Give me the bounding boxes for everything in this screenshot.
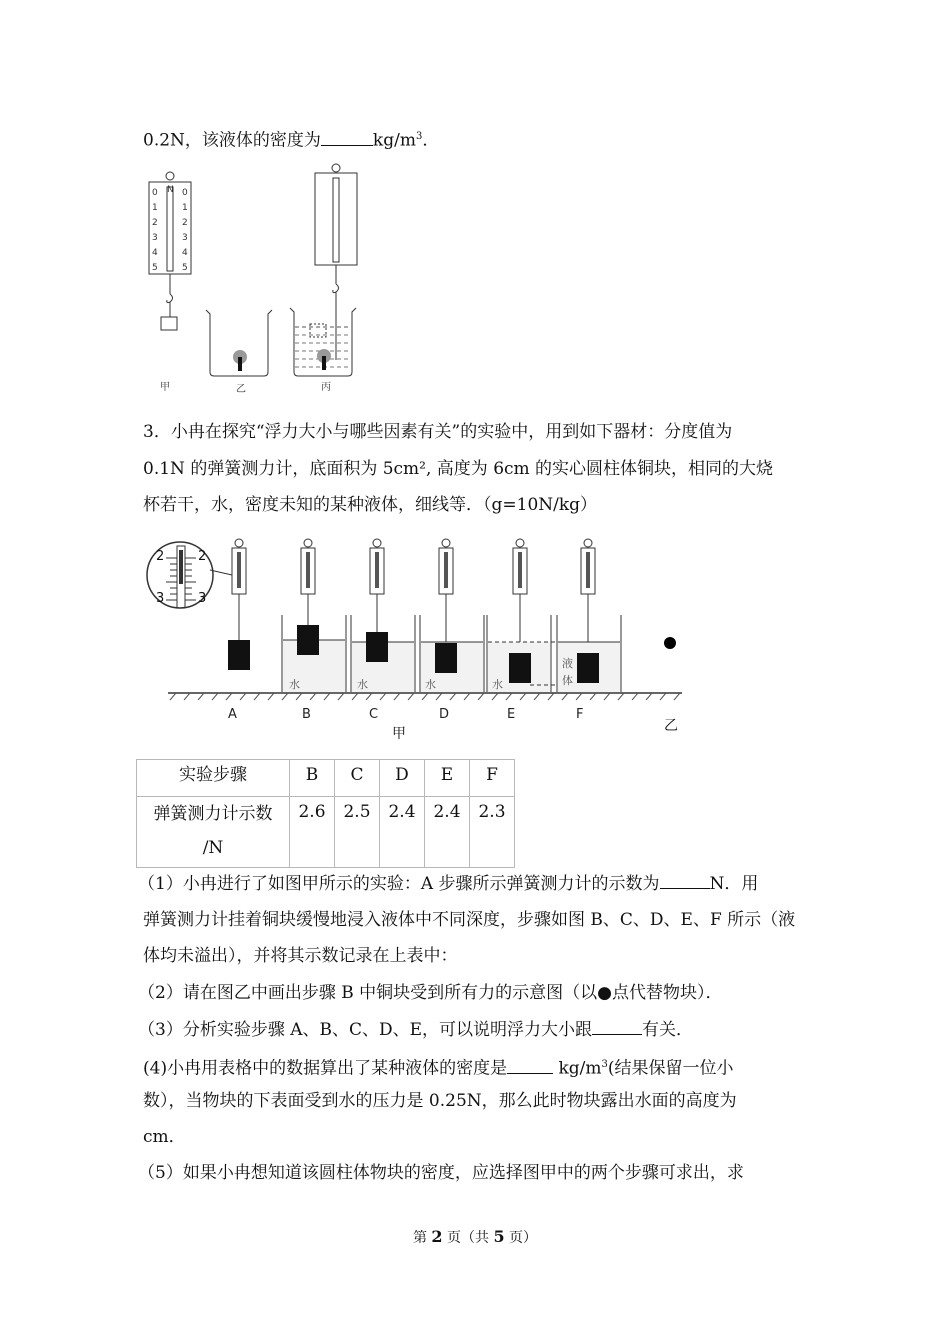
force-point-dot bbox=[664, 637, 676, 649]
question-text: 有关． bbox=[642, 1020, 694, 1040]
table-row-label bbox=[137, 797, 290, 868]
question-text: (4)小冉用表格中的数据算出了某种液体的密度是 bbox=[143, 1058, 508, 1079]
question-1-line-3: 体均未溢出），并将其示数记录在上表中： bbox=[143, 946, 458, 966]
page-total: 5 bbox=[493, 1227, 505, 1246]
footer-text: 第 bbox=[412, 1230, 432, 1246]
step-label: B bbox=[302, 707, 311, 722]
scale-num: 2 bbox=[152, 218, 158, 228]
zoom-scale-detail bbox=[147, 542, 232, 608]
table-cell: 2.4 bbox=[425, 797, 470, 868]
scale-num: 1 bbox=[182, 203, 188, 213]
figure-buoyancy-steps bbox=[140, 530, 700, 748]
scale-num: 0 bbox=[152, 188, 158, 198]
q3-line-2: 0.1N 的弹簧测力计，底面积为 5cm², 高度为 6cm 的实心圆柱体铜块，相同的大烧 bbox=[143, 459, 774, 479]
liquid-label: 水 bbox=[425, 678, 436, 691]
step-a bbox=[228, 539, 250, 670]
step-label: D bbox=[439, 707, 450, 722]
fig1-label-bing: 丙 bbox=[321, 382, 331, 393]
q2-text: 0.2N，该液体的密度为 bbox=[143, 130, 321, 151]
answer-blank bbox=[507, 1055, 553, 1074]
table-row bbox=[137, 797, 515, 868]
data-table bbox=[136, 759, 515, 868]
liquid-label: 体 bbox=[562, 674, 573, 687]
liquid-label: 水 bbox=[357, 678, 368, 691]
question-4-line-3: cm． bbox=[143, 1127, 186, 1147]
answer-blank bbox=[592, 1016, 642, 1035]
unit-text: kg/m bbox=[558, 1058, 602, 1079]
scale-num: 3 bbox=[182, 233, 188, 243]
table-header-cell: B bbox=[290, 760, 335, 797]
question-3 bbox=[138, 1016, 693, 1043]
q3-line-3: 杯若干，水，密度未知的某种液体，细线等．（g=10N/kg） bbox=[143, 495, 598, 515]
fig1-label-yi: 乙 bbox=[236, 384, 246, 395]
zoom-num: 2 bbox=[156, 549, 165, 564]
question-5: （5）如果小冉想知道该圆柱体物块的密度，应选择图甲中的两个步骤可求出，求 bbox=[138, 1163, 744, 1183]
liquid-label: 水 bbox=[492, 678, 503, 691]
scale-num: 3 bbox=[152, 233, 158, 243]
row-label-line-1: 弹簧测力计示数 bbox=[153, 804, 273, 824]
question-text: N．用 bbox=[709, 874, 759, 894]
zoom-num: 3 bbox=[198, 591, 207, 606]
table-cell: 2.5 bbox=[335, 797, 380, 868]
question-text: (结果保留一位小 bbox=[607, 1058, 734, 1079]
answer-blank bbox=[660, 870, 710, 889]
question-4-line-1 bbox=[143, 1052, 734, 1082]
table-cell: 2.4 bbox=[380, 797, 425, 868]
answer-blank bbox=[321, 127, 373, 146]
zoom-num: 3 bbox=[156, 591, 165, 606]
caption-yi: 乙 bbox=[664, 718, 678, 734]
zoom-num: 2 bbox=[198, 549, 207, 564]
question-1-line-1 bbox=[138, 870, 758, 897]
spring-scale-bing bbox=[290, 164, 357, 376]
q2-answer-line bbox=[143, 124, 439, 154]
scale-num: 0 bbox=[182, 188, 188, 198]
step-e bbox=[487, 539, 560, 692]
table-header-cell: F bbox=[470, 760, 515, 797]
scale-letter: N bbox=[167, 185, 174, 195]
table-header-row bbox=[137, 760, 515, 797]
step-b bbox=[282, 539, 346, 692]
question-2: （2）请在图乙中画出步骤 B 中铜块受到所有力的示意图（以●点代替物块）． bbox=[138, 983, 723, 1003]
unit-text: kg/m bbox=[372, 130, 416, 151]
footer-text: 页） bbox=[504, 1230, 538, 1246]
liquid-label: 液 bbox=[562, 657, 573, 670]
table-cell: 2.3 bbox=[470, 797, 515, 868]
page-number: 2 bbox=[431, 1227, 443, 1246]
step-label: A bbox=[228, 707, 237, 722]
fig1-label-jia: 甲 bbox=[160, 382, 170, 393]
beaker-yi bbox=[206, 310, 272, 376]
unit-exponent: 3 bbox=[415, 131, 423, 142]
step-label: C bbox=[369, 707, 379, 722]
question-1-line-2: 弹簧测力计挂着铜块缓慢地浸入液体中不同深度，步骤如图 B、C、D、E、F 所示（液 bbox=[143, 910, 796, 930]
step-f bbox=[557, 539, 621, 692]
step-label: E bbox=[507, 707, 516, 722]
step-label: F bbox=[576, 707, 584, 722]
question-4-line-2: 数），当物块的下表面受到水的压力是 0.25N，那么此时物块露出水面的高度为 bbox=[143, 1091, 737, 1111]
scale-num: 2 bbox=[182, 218, 188, 228]
step-d bbox=[420, 539, 484, 692]
table-cell: 2.6 bbox=[290, 797, 335, 868]
scale-num: 5 bbox=[152, 263, 158, 273]
page-footer bbox=[0, 1227, 950, 1247]
sentence-end: ． bbox=[422, 130, 440, 151]
question-text: （3）分析实验步骤 A、B、C、D、E，可以说明浮力大小跟 bbox=[138, 1020, 593, 1040]
scale-num: 4 bbox=[152, 248, 158, 258]
scale-num: 5 bbox=[182, 263, 188, 273]
table-header-cell: 实验步骤 bbox=[137, 760, 290, 797]
liquid-label: 水 bbox=[289, 678, 300, 691]
row-label-line-2: /N bbox=[202, 838, 224, 858]
question-text: （1）小冉进行了如图甲所示的实验：A 步骤所示弹簧测力计的示数为 bbox=[138, 874, 660, 894]
table-header-cell: C bbox=[335, 760, 380, 797]
table-header-cell: D bbox=[380, 760, 425, 797]
q3-line-1: 3．小冉在探究“浮力大小与哪些因素有关”的实验中，用到如下器材：分度值为 bbox=[143, 422, 733, 442]
unit-exponent: 3 bbox=[601, 1059, 608, 1070]
footer-text: 页（共 bbox=[442, 1230, 494, 1246]
scale-num: 1 bbox=[152, 203, 158, 213]
scale-num: 4 bbox=[182, 248, 188, 258]
step-c bbox=[351, 539, 415, 692]
caption-jia: 甲 bbox=[392, 726, 406, 742]
table-header-cell: E bbox=[425, 760, 470, 797]
figure-spring-scale-1 bbox=[140, 162, 370, 398]
